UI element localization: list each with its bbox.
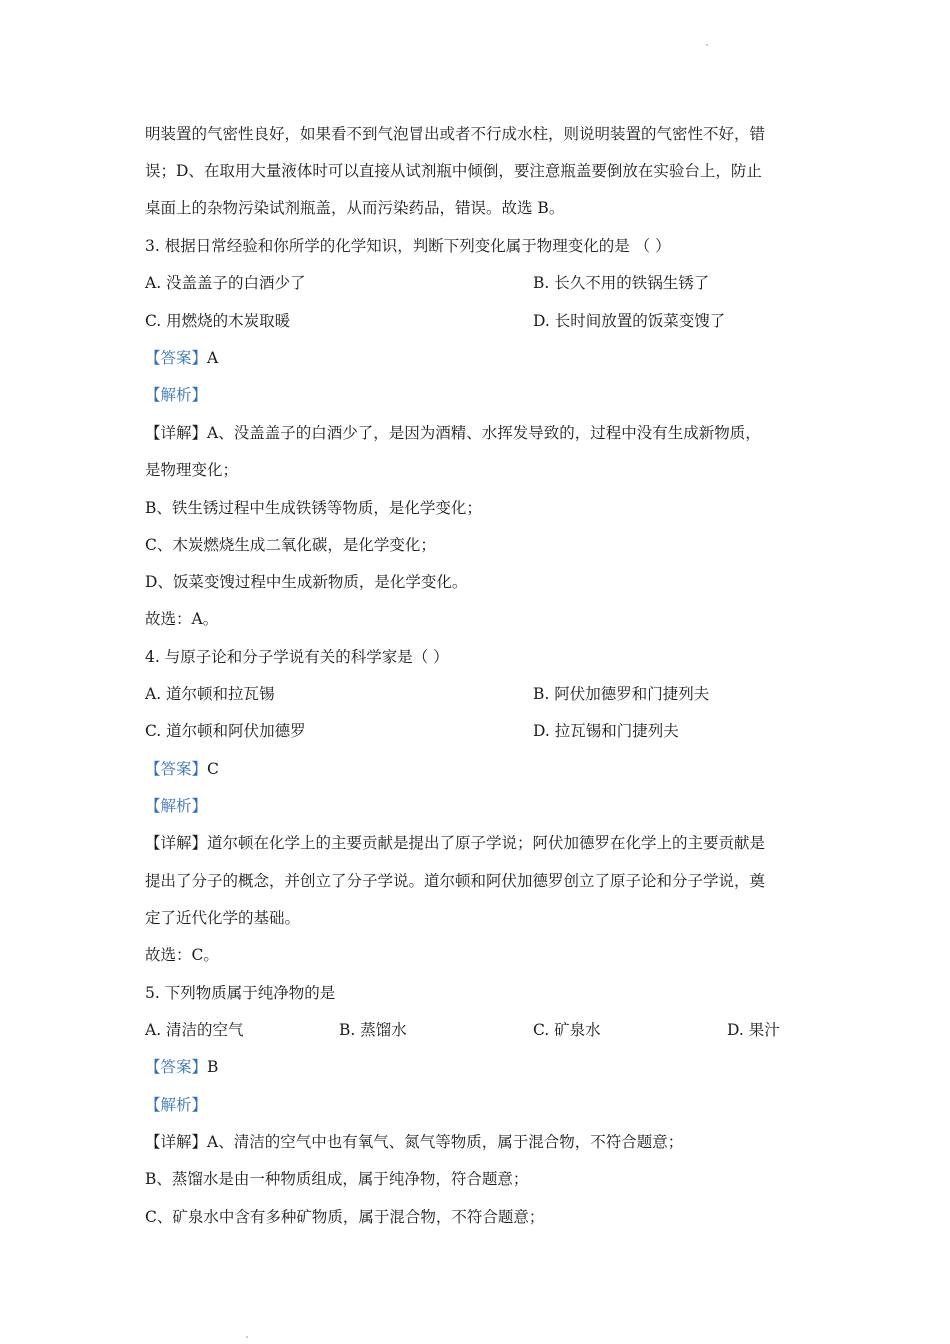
q3-option-d: D. 长时间放置的饭菜变馊了 <box>533 312 726 330</box>
q4-detail-line: 提出了分子的概念，并创立了分子学说。道尔顿和阿伏加德罗创立了原子论和分子学说，奠 <box>145 872 766 890</box>
q5-detail-text: A、清洁的空气中也有氧气、氮气等物质，属于混合物，不符合题意； <box>207 1133 684 1151</box>
q4-analysis-tag: 【解析】 <box>145 797 208 815</box>
q4-detail-line <box>145 832 765 854</box>
q5-option-d: D. 果汁 <box>727 1021 780 1039</box>
q3-detail-line <box>145 422 761 444</box>
q5-question: 5. 下列物质属于纯净物的是 <box>145 984 336 1002</box>
q3-detail-text: A、没盖盖子的白酒少了，是因为酒精、水挥发导致的，过程中没有生成新物质， <box>207 424 761 442</box>
q5-detail-line <box>145 1131 683 1153</box>
q4-detail-text: 道尔顿在化学上的主要贡献是提出了原子学说；阿伏加德罗在化学上的主要贡献是 <box>207 834 766 852</box>
q4-question: 4. 与原子论和分子学说有关的科学家是（ ） <box>145 648 449 666</box>
q4-detail-tag: 【详解】 <box>145 834 208 852</box>
q3-detail-line: 是物理变化； <box>145 461 239 479</box>
q5-option-a: A. 清洁的空气 <box>145 1021 244 1039</box>
q4-option-b: B. 阿伏加德罗和门捷列夫 <box>533 685 710 703</box>
q5-analysis-tag: 【解析】 <box>145 1096 208 1114</box>
q3-option-b: B. 长久不用的铁锅生锈了 <box>533 274 710 292</box>
q5-answer-tag: 【答案】 <box>145 1058 208 1076</box>
q4-detail-line: 定了近代化学的基础。 <box>145 909 301 927</box>
q5-detail-line: B、蒸馏水是由一种物质组成，属于纯净物，符合题意； <box>145 1170 529 1188</box>
q3-answer-tag: 【答案】 <box>145 349 208 367</box>
q5-detail-line: C、矿泉水中含有多种矿物质，属于混合物，不符合题意； <box>145 1208 545 1226</box>
q3-detail-tag: 【详解】 <box>145 424 208 442</box>
q3-option-c: C. 用燃烧的木炭取暖 <box>145 312 291 330</box>
q3-detail-line: B、铁生锈过程中生成铁锈等物质，是化学变化； <box>145 499 482 517</box>
q4-answer-tag: 【答案】 <box>145 760 208 778</box>
q3-question: 3. 根据日常经验和你所学的化学知识，判断下列变化属于物理变化的是 （ ） <box>145 237 671 255</box>
q3-option-a: A. 没盖盖子的白酒少了 <box>145 274 306 292</box>
q5-detail-tag: 【详解】 <box>145 1133 208 1151</box>
q4-conclusion: 故选：C。 <box>145 946 219 964</box>
q3-analysis-tag: 【解析】 <box>145 386 208 404</box>
q3-detail-line: C、木炭燃烧生成二氧化碳，是化学变化； <box>145 536 436 554</box>
intro-line: 误；D、在取用大量液体时可以直接从试剂瓶中倾倒，要注意瓶盖要倒放在实验台上，防止 <box>145 162 762 180</box>
page-mark-bottom <box>246 1336 248 1338</box>
q3-answer-line <box>145 347 218 369</box>
intro-line: 明装置的气密性良好，如果看不到气泡冒出或者不行成水柱，则说明装置的气密性不好，错 <box>145 125 766 143</box>
q3-answer: A <box>207 349 219 367</box>
q4-option-c: C. 道尔顿和阿伏加德罗 <box>145 722 306 740</box>
q4-answer-line <box>145 758 219 780</box>
page-mark-top <box>706 44 708 46</box>
q4-option-d: D. 拉瓦锡和门捷列夫 <box>533 722 679 740</box>
q5-option-b: B. 蒸馏水 <box>339 1021 407 1039</box>
q5-option-c: C. 矿泉水 <box>533 1021 601 1039</box>
q3-conclusion: 故选：A。 <box>145 610 219 628</box>
q3-detail-line: D、饭菜变馊过程中生成新物质，是化学变化。 <box>145 573 468 591</box>
q4-answer: C <box>207 760 219 778</box>
q4-option-a: A. 道尔顿和拉瓦锡 <box>145 685 275 703</box>
intro-line: 桌面上的杂物污染试剂瓶盖，从而污染药品，错误。故选 B。 <box>145 199 565 217</box>
q5-answer: B <box>207 1058 219 1076</box>
q5-answer-line <box>145 1056 218 1078</box>
